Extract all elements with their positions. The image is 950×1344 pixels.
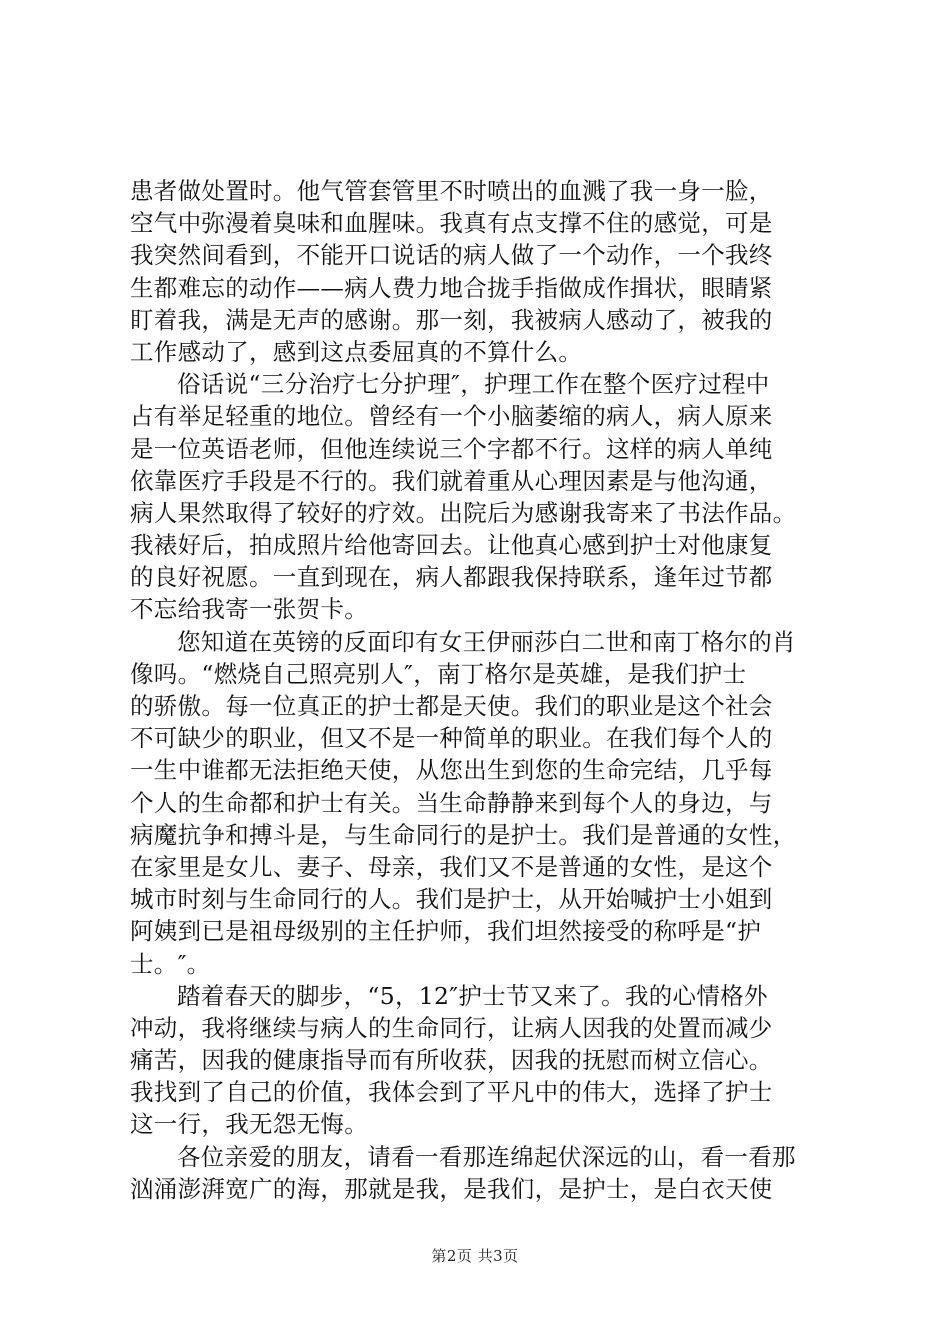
text-line: 我找到了自己的价值，我体会到了平凡中的伟大，选择了护士 — [130, 1078, 773, 1107]
text-line: 占有举足轻重的地位。曾经有一个小脑萎缩的病人，病人原来 — [130, 402, 773, 431]
text-line: 士。″。 — [130, 949, 211, 978]
text-line: 工作感动了，感到这点委屈真的不算什么。 — [130, 337, 583, 366]
text-line: 像吗。“燃烧自己照亮别人″，南丁格尔是英雄，是我们护士 — [130, 659, 747, 688]
text-line: 病人果然取得了较好的疗效。出院后为感谢我寄来了书法作品。 — [130, 498, 797, 527]
text-line: 的骄傲。每一位真正的护士都是天使。我们的职业是这个社会 — [130, 692, 773, 720]
paragraph-first-line: 踏着春天的脚步，“5，12″护士节又来了。我的心情格外 — [177, 981, 768, 1010]
paragraph-first-line: 各位亲爱的朋友，请看一看那连绵起伏深远的山，看一看那 — [177, 1142, 796, 1171]
text-line: 的良好祝愿。一直到现在，病人都跟我保持联系，逢年过节都 — [130, 563, 773, 592]
text-line: 我突然间看到，不能开口说话的病人做了一个动作，一个我终 — [130, 241, 773, 270]
paragraph-first-line: 您知道在英镑的反面印有女王伊丽莎白二世和南丁格尔的肖 — [177, 627, 796, 656]
page-number-footer: 第2页 共3页 — [431, 1247, 519, 1265]
text-line: 空气中弥漫着臭味和血腥味。我真有点支撑不住的感觉，可是 — [130, 209, 773, 238]
text-line: 生都难忘的动作——病人费力地合拢手指做成作揖状，眼睛紧 — [130, 273, 773, 302]
text-line: 汹涌澎湃宽广的海，那就是我，是我们，是护士，是白衣天使 — [130, 1174, 773, 1203]
text-line: 一生中谁都无法拒绝天使，从您出生到您的生命完结，几乎每 — [130, 756, 773, 785]
text-line: 依靠医疗手段是不行的。我们就着重从心理因素是与他沟通， — [130, 466, 773, 495]
text-line: 不可缺少的职业，但又不是一种简单的职业。在我们每个人的 — [130, 724, 773, 753]
text-line: 城市时刻与生命同行的人。我们是护士，从开始喊护士小姐到 — [130, 885, 773, 914]
text-line: 阿姨到已是祖母级别的主任护师，我们坦然接受的称呼是“护 — [130, 917, 762, 946]
text-line: 在家里是女儿、妻子、母亲，我们又不是普通的女性，是这个 — [130, 852, 773, 881]
text-line: 个人的生命都和护士有关。当生命静静来到每个人的身边，与 — [130, 788, 773, 817]
text-line: 盯着我，满是无声的感谢。那一刻，我被病人感动了，被我的 — [130, 305, 773, 334]
text-line: 患者做处置时。他气管套管里不时喷出的血溅了我一身一脸， — [130, 177, 773, 205]
text-line: 是一位英语老师，但他连续说三个字都不行。这样的病人单纯 — [130, 434, 773, 463]
paragraph-first-line: 俗话说“三分治疗七分护理″，护理工作在整个医疗过程中 — [177, 370, 770, 399]
text-line: 这一行，我无怨无悔。 — [130, 1110, 368, 1139]
text-line: 不忘给我寄一张贺卡。 — [130, 595, 368, 624]
body-text — [130, 175, 830, 1205]
text-line: 冲动，我将继续与病人的生命同行，让病人因我的处置而减少 — [130, 1013, 773, 1042]
text-line: 我裱好后，拍成照片给他寄回去。让他真心感到护士对他康复 — [130, 531, 773, 560]
text-line: 病魔抗争和搏斗是，与生命同行的是护士。我们是普通的女性， — [130, 820, 797, 849]
text-line: 痛苦，因我的健康指导而有所收获，因我的抚慰而树立信心。 — [130, 1046, 773, 1075]
